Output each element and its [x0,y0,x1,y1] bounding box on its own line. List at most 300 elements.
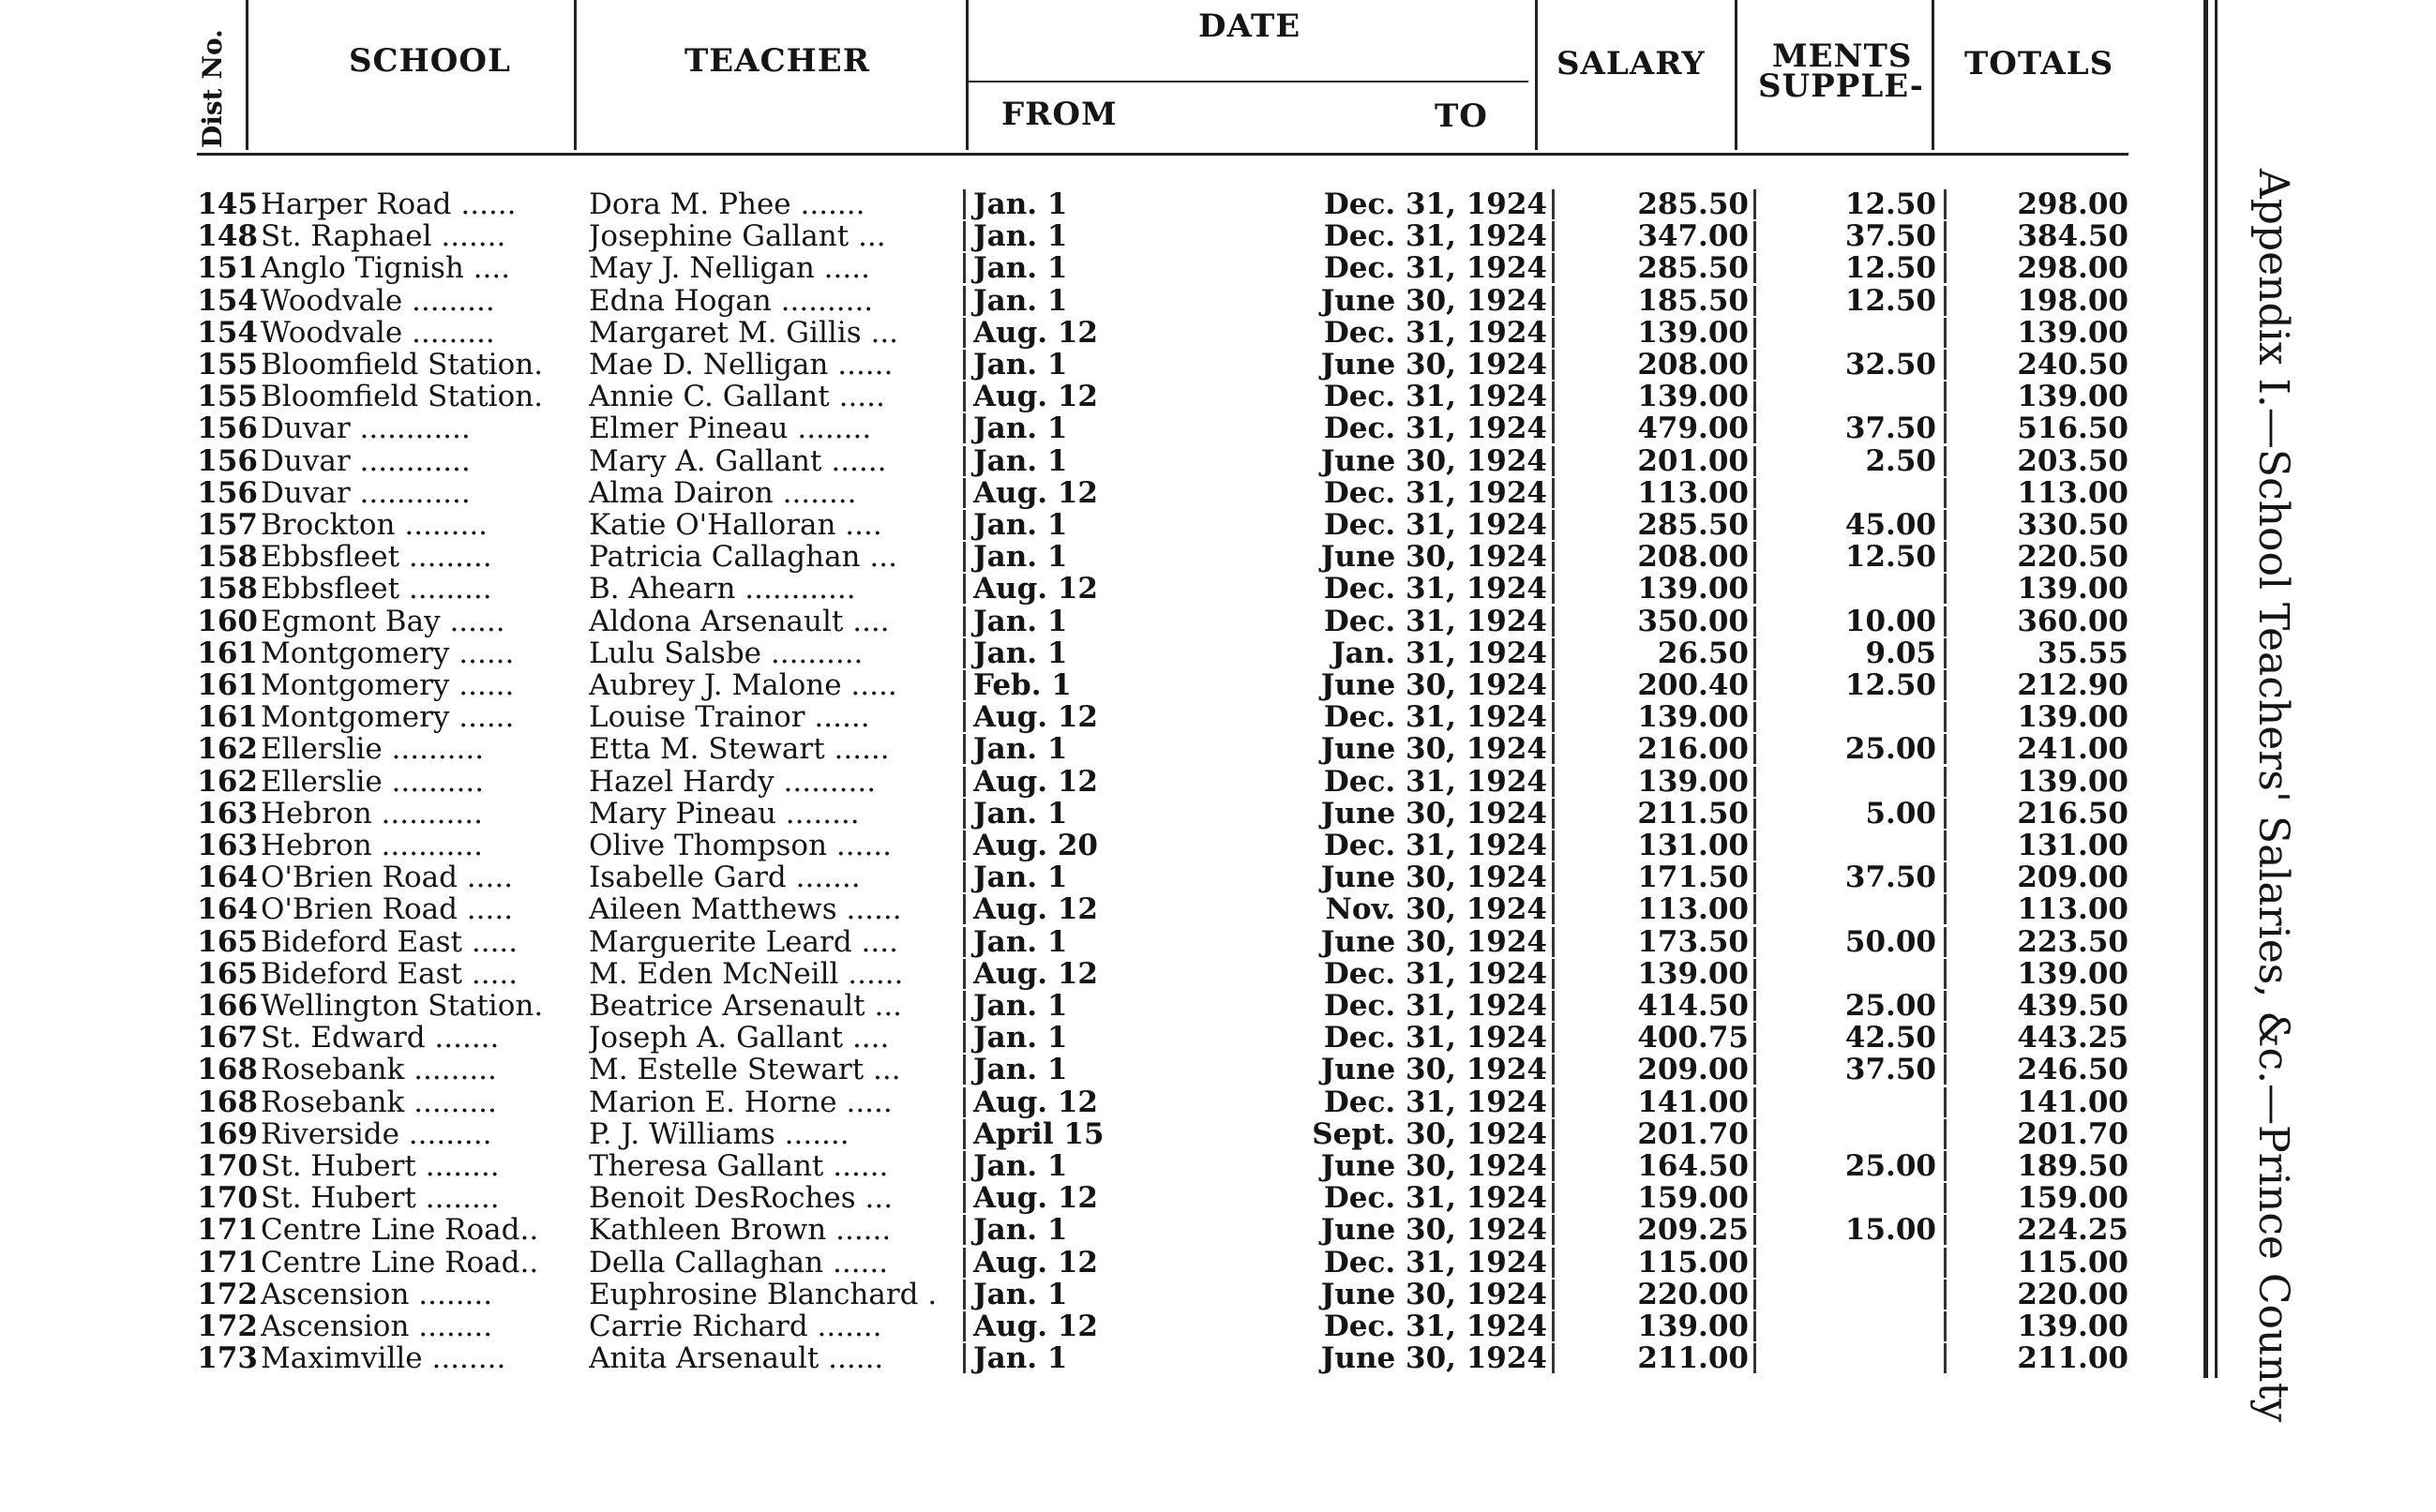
column-tick [1552,1023,1555,1053]
to-date-cell: Dec. 31, 1924 [1323,1085,1547,1119]
table-row [0,284,2157,316]
total-cell: 141.00 [2017,1085,2128,1119]
column-tick [1552,413,1555,443]
column-tick [1552,350,1555,380]
supplements-cell: 5.00 [1865,796,1936,831]
column-tick [1944,1215,1947,1245]
column-tick [963,1151,966,1181]
supplements-cell: 15.00 [1844,1213,1936,1248]
to-date-cell: Dec. 31, 1924 [1323,315,1547,350]
teacher-cell: Della Callaghan ...... [589,1245,889,1280]
column-tick [1944,734,1947,764]
column-tick [1552,1183,1555,1213]
school-cell: Montgomery ...... [261,636,515,670]
column-tick [963,670,966,700]
column-tick [1753,1248,1756,1278]
column-tick [1944,350,1947,380]
school-cell: Anglo Tignish .... [261,251,511,286]
column-tick [1552,702,1555,732]
column-tick [1944,413,1947,443]
table-row [0,348,2157,380]
salary-cell: 209.25 [1637,1213,1749,1248]
salary-cell: 201.70 [1637,1116,1749,1151]
column-tick [963,702,966,732]
table-row [0,1117,2157,1149]
column-tick [1944,959,1947,989]
total-cell: 139.00 [2017,380,2128,414]
column-tick [1944,318,1947,348]
total-cell: 443.25 [2017,1021,2128,1055]
from-date-cell: Jan. 1 [973,1053,1068,1087]
school-cell: St. Hubert ........ [261,1181,500,1216]
school-cell: Woodvale ......... [261,315,495,350]
column-tick [1753,767,1756,797]
column-tick [1552,1087,1555,1117]
column-tick [1753,959,1756,989]
to-date-cell: Dec. 31, 1924 [1323,412,1547,446]
from-date-cell: Aug. 12 [973,892,1098,927]
supplements-cell: 45.00 [1844,508,1936,542]
table-row [0,829,2157,861]
table-row [0,989,2157,1021]
column-tick [963,413,966,443]
teacher-cell: Aileen Matthews ...... [589,892,902,927]
teacher-cell: May J. Nelligan ..... [589,251,870,286]
school-cell: Centre Line Road.. [261,1245,539,1280]
supplements-cell: 9.05 [1865,636,1936,670]
salary-cell: 171.50 [1637,861,1749,895]
table-row [0,1085,2157,1117]
header-school: SCHOOL [349,42,511,80]
salary-cell: 285.50 [1637,251,1749,286]
dist-no-cell: 172 [197,1277,258,1311]
column-tick [1552,574,1555,604]
teacher-cell: Edna Hogan .......... [589,283,874,318]
to-date-cell: June 30, 1924 [1320,732,1547,767]
column-tick [1753,446,1756,476]
table-row [0,861,2157,895]
salary-cell: 400.75 [1637,1021,1749,1055]
table-row [0,636,2157,668]
column-tick [1552,382,1555,412]
column-tick [1753,350,1756,380]
column-tick [1753,1311,1756,1341]
column-tick [1753,413,1756,443]
column-tick [1753,1183,1756,1213]
school-cell: Ascension ........ [261,1277,493,1311]
from-date-cell: Jan. 1 [973,219,1068,254]
school-cell: Wellington Station. [261,989,544,1023]
col-divider-dist [246,0,248,150]
column-tick [963,221,966,251]
school-cell: Duvar ............ [261,412,471,446]
supplements-cell: 2.50 [1865,443,1936,478]
school-cell: O'Brien Road ..... [261,861,514,895]
school-cell: Rosebank ......... [261,1085,497,1119]
total-cell: 139.00 [2017,572,2128,606]
column-tick [1944,638,1947,668]
to-date-cell: Dec. 31, 1924 [1323,508,1547,542]
column-tick [1552,1055,1555,1085]
dist-no-cell: 171 [197,1213,258,1248]
column-tick [1944,1343,1947,1373]
from-date-cell: Jan. 1 [973,1021,1068,1055]
teacher-cell: Louise Trainor ...... [589,700,870,735]
column-tick [963,382,966,412]
table-row [0,540,2157,575]
column-tick [1944,382,1947,412]
from-date-cell: Jan. 1 [973,443,1068,478]
col-divider-school [574,0,577,150]
teacher-cell: Marguerite Leard .... [589,924,898,959]
total-cell: 246.50 [2017,1053,2128,1087]
to-date-cell: June 30, 1924 [1320,1053,1547,1087]
teacher-cell: Aldona Arsenault .... [589,604,890,638]
column-tick [963,542,966,572]
column-tick [1552,606,1555,636]
salary-cell: 26.50 [1657,636,1749,670]
total-cell: 139.00 [2017,956,2128,991]
salary-cell: 208.00 [1637,540,1749,575]
column-tick [1552,638,1555,668]
dist-no-cell: 161 [197,668,258,702]
total-cell: 330.50 [2017,508,2128,542]
to-date-cell: Dec. 31, 1924 [1323,475,1547,510]
header-dist-no: Dist No. [197,29,228,148]
dist-no-cell: 170 [197,1149,258,1183]
table-row [0,508,2157,540]
teacher-cell: Elmer Pineau ........ [589,412,872,446]
to-date-cell: Dec. 31, 1924 [1323,1310,1547,1343]
teacher-cell: Olive Thompson ...... [589,829,893,862]
column-tick [1753,862,1756,892]
total-cell: 224.25 [2017,1213,2128,1248]
to-date-cell: June 30, 1924 [1320,1277,1547,1311]
table-row [0,797,2157,829]
column-tick [1944,1311,1947,1341]
total-cell: 439.50 [2017,989,2128,1023]
salary-cell: 139.00 [1637,380,1749,414]
from-date-cell: Jan. 1 [973,604,1068,638]
total-cell: 223.50 [2017,924,2128,959]
column-tick [1552,1343,1555,1373]
column-tick [963,1343,966,1373]
teacher-cell: Lulu Salsbe .......... [589,636,864,670]
teacher-cell: Annie C. Gallant ..... [589,380,885,414]
column-tick [963,1119,966,1149]
to-date-cell: Nov. 30, 1924 [1325,892,1547,927]
column-tick [1552,734,1555,764]
column-tick [1552,286,1555,316]
teacher-cell: Marion E. Horne ..... [589,1085,893,1119]
table-row [0,1053,2157,1085]
salary-cell: 208.00 [1637,348,1749,382]
dist-no-cell: 168 [197,1053,258,1087]
supplements-cell: 37.50 [1844,219,1936,254]
column-tick [1753,702,1756,732]
dist-no-cell: 171 [197,1245,258,1280]
to-date-cell: Dec. 31, 1924 [1323,1021,1547,1055]
to-date-cell: Dec. 31, 1924 [1323,1245,1547,1280]
column-tick [1552,1311,1555,1341]
column-tick [1552,253,1555,283]
column-tick [1944,1151,1947,1181]
salary-cell: 216.00 [1637,732,1749,767]
salary-cell: 200.40 [1637,668,1749,702]
to-date-cell: Jan. 31, 1924 [1331,636,1547,670]
table-row [0,316,2157,348]
column-tick [963,1055,966,1085]
table-row [0,732,2157,767]
salary-cell: 414.50 [1637,989,1749,1023]
salary-cell: 139.00 [1637,956,1749,991]
dist-no-cell: 156 [197,412,258,446]
column-tick [963,1087,966,1117]
school-cell: Duvar ............ [261,475,471,510]
column-tick [1552,862,1555,892]
from-date-cell: Jan. 1 [973,796,1068,831]
table-row [0,444,2157,476]
school-cell: Ellerslie .......... [261,764,485,799]
table-row [0,1278,2157,1310]
column-tick [963,862,966,892]
dist-no-cell: 161 [197,636,258,670]
column-tick [963,991,966,1021]
school-cell: Ebbsfleet ......... [261,572,492,606]
column-tick [1552,831,1555,861]
dist-no-cell: 169 [197,1116,258,1151]
salary-cell: 201.00 [1637,443,1749,478]
from-date-cell: Aug. 12 [973,700,1098,735]
column-tick [1753,1151,1756,1181]
column-tick [1944,799,1947,829]
column-tick [1753,318,1756,348]
school-cell: Maximville ........ [261,1341,506,1376]
right-border-inner [2215,0,2218,1378]
column-tick [1753,638,1756,668]
total-cell: 212.90 [2017,668,2128,702]
to-date-cell: Dec. 31, 1924 [1323,604,1547,638]
teacher-cell: Etta M. Stewart ...... [589,732,890,767]
right-border-outer [2203,0,2208,1378]
from-date-cell: Aug. 12 [973,475,1098,510]
column-tick [1552,927,1555,957]
supplements-cell: 25.00 [1844,732,1936,767]
from-date-cell: Aug. 12 [973,572,1098,606]
supplements-cell: 12.50 [1844,283,1936,318]
column-tick [963,189,966,219]
from-date-cell: Aug. 12 [973,380,1098,414]
school-cell: Rosebank ......... [261,1053,497,1087]
from-date-cell: Jan. 1 [973,283,1068,318]
column-tick [963,1023,966,1053]
salary-cell: 131.00 [1637,829,1749,862]
column-tick [1944,446,1947,476]
total-cell: 139.00 [2017,764,2128,799]
column-tick [963,318,966,348]
total-cell: 131.00 [2017,829,2128,862]
teacher-cell: Beatrice Arsenault ... [589,989,903,1023]
from-date-cell: Jan. 1 [973,348,1068,382]
table-row [0,187,2157,219]
school-cell: Montgomery ...... [261,668,515,702]
column-tick [1753,189,1756,219]
column-tick [1753,221,1756,251]
column-tick [1753,734,1756,764]
column-tick [1552,1215,1555,1245]
from-date-cell: Jan. 1 [973,636,1068,670]
column-tick [1753,991,1756,1021]
column-tick [1753,1087,1756,1117]
col-divider-supp [1932,0,1934,150]
header-teacher: TEACHER [684,42,870,80]
supplements-cell: 12.50 [1844,540,1936,575]
school-cell: Woodvale ......... [261,283,495,318]
total-cell: 384.50 [2017,219,2128,254]
dist-no-cell: 157 [197,508,258,542]
total-cell: 516.50 [2017,412,2128,446]
table-row [0,765,2157,797]
total-cell: 139.00 [2017,700,2128,735]
to-date-cell: Dec. 31, 1924 [1323,700,1547,735]
to-date-cell: Sept. 30, 1924 [1312,1116,1547,1151]
column-tick [963,510,966,540]
dist-no-cell: 158 [197,572,258,606]
column-tick [1753,1280,1756,1310]
column-tick [1944,767,1947,797]
dist-no-cell: 167 [197,1021,258,1055]
column-tick [1944,189,1947,219]
dist-no-cell: 154 [197,315,258,350]
from-date-cell: April 15 [973,1116,1105,1151]
teacher-cell: Anita Arsenault ...... [589,1341,884,1376]
column-tick [1944,286,1947,316]
salary-cell: 220.00 [1637,1277,1749,1311]
salary-cell: 173.50 [1637,924,1749,959]
salary-cell: 185.50 [1637,283,1749,318]
total-cell: 115.00 [2017,1245,2128,1280]
dist-no-cell: 163 [197,829,258,862]
total-cell: 203.50 [2017,443,2128,478]
dist-no-cell: 165 [197,956,258,991]
teacher-cell: Mae D. Nelligan ...... [589,348,894,382]
column-tick [963,606,966,636]
salary-cell: 350.00 [1637,604,1749,638]
column-tick [1552,510,1555,540]
to-date-cell: June 30, 1924 [1320,540,1547,575]
column-tick [963,253,966,283]
table-row [0,1213,2157,1248]
teacher-cell: Patricia Callaghan ... [589,540,897,575]
column-tick [1944,606,1947,636]
from-date-cell: Jan. 1 [973,1277,1068,1311]
to-date-cell: Dec. 31, 1924 [1323,380,1547,414]
column-tick [1944,894,1947,924]
table-row [0,1021,2157,1053]
column-tick [1552,1280,1555,1310]
school-cell: Ellerslie .......... [261,732,485,767]
dist-no-cell: 160 [197,604,258,638]
table-row [0,251,2157,286]
column-tick [1753,606,1756,636]
header-bottom-rule [197,153,2128,156]
column-tick [1552,991,1555,1021]
column-tick [963,894,966,924]
total-cell: 241.00 [2017,732,2128,767]
teacher-cell: Carrie Richard ....... [589,1310,882,1343]
teacher-cell: P. J. Williams ....... [589,1116,850,1151]
col-divider-teacher [966,0,969,150]
column-tick [963,1248,966,1278]
dist-no-cell: 155 [197,380,258,414]
from-date-cell: Jan. 1 [973,989,1068,1023]
from-date-cell: Jan. 1 [973,412,1068,446]
column-tick [1944,831,1947,861]
dist-no-cell: 163 [197,796,258,831]
column-tick [1753,253,1756,283]
column-tick [1753,542,1756,572]
column-tick [1552,767,1555,797]
to-date-cell: June 30, 1924 [1320,924,1547,959]
teacher-cell: Joseph A. Gallant .... [589,1021,890,1055]
column-tick [1753,510,1756,540]
column-tick [1944,927,1947,957]
supplements-cell: 12.50 [1844,668,1936,702]
teacher-cell: Isabelle Gard ....... [589,861,861,895]
supplements-cell: 12.50 [1844,251,1936,286]
teacher-cell: Mary A. Gallant ...... [589,443,887,478]
to-date-cell: June 30, 1924 [1320,1149,1547,1183]
column-tick [1753,478,1756,508]
table-row [0,605,2157,636]
supplements-cell: 25.00 [1844,989,1936,1023]
column-tick [1944,991,1947,1021]
to-date-cell: June 30, 1924 [1320,861,1547,895]
column-tick [1552,894,1555,924]
supplements-cell: 37.50 [1844,1053,1936,1087]
from-date-cell: Aug. 12 [973,1245,1098,1280]
column-tick [1753,1343,1756,1373]
school-cell: St. Edward ....... [261,1021,500,1055]
supplements-cell: 50.00 [1844,924,1936,959]
school-cell: Hebron ........... [261,796,483,831]
salary-cell: 139.00 [1637,315,1749,350]
column-tick [963,574,966,604]
salary-cell: 209.00 [1637,1053,1749,1087]
column-tick [1753,894,1756,924]
supplements-cell: 42.50 [1844,1021,1936,1055]
to-date-cell: Dec. 31, 1924 [1323,829,1547,862]
to-date-cell: Dec. 31, 1924 [1323,989,1547,1023]
school-cell: O'Brien Road ..... [261,892,514,927]
salary-cell: 285.50 [1637,187,1749,221]
total-cell: 113.00 [2017,892,2128,927]
school-cell: Bideford East ..... [261,956,519,991]
school-cell: Egmont Bay ...... [261,604,505,638]
school-cell: Ascension ........ [261,1310,493,1343]
school-cell: Ebbsfleet ......... [261,540,492,575]
column-tick [963,446,966,476]
table-row [0,219,2157,254]
teacher-cell: Mary Pineau ........ [589,796,860,831]
from-date-cell: Jan. 1 [973,732,1068,767]
school-cell: St. Raphael ....... [261,219,506,254]
teacher-cell: Theresa Gallant ...... [589,1149,889,1183]
to-date-cell: June 30, 1924 [1320,283,1547,318]
column-tick [963,350,966,380]
column-tick [1944,478,1947,508]
dist-no-cell: 165 [197,924,258,959]
